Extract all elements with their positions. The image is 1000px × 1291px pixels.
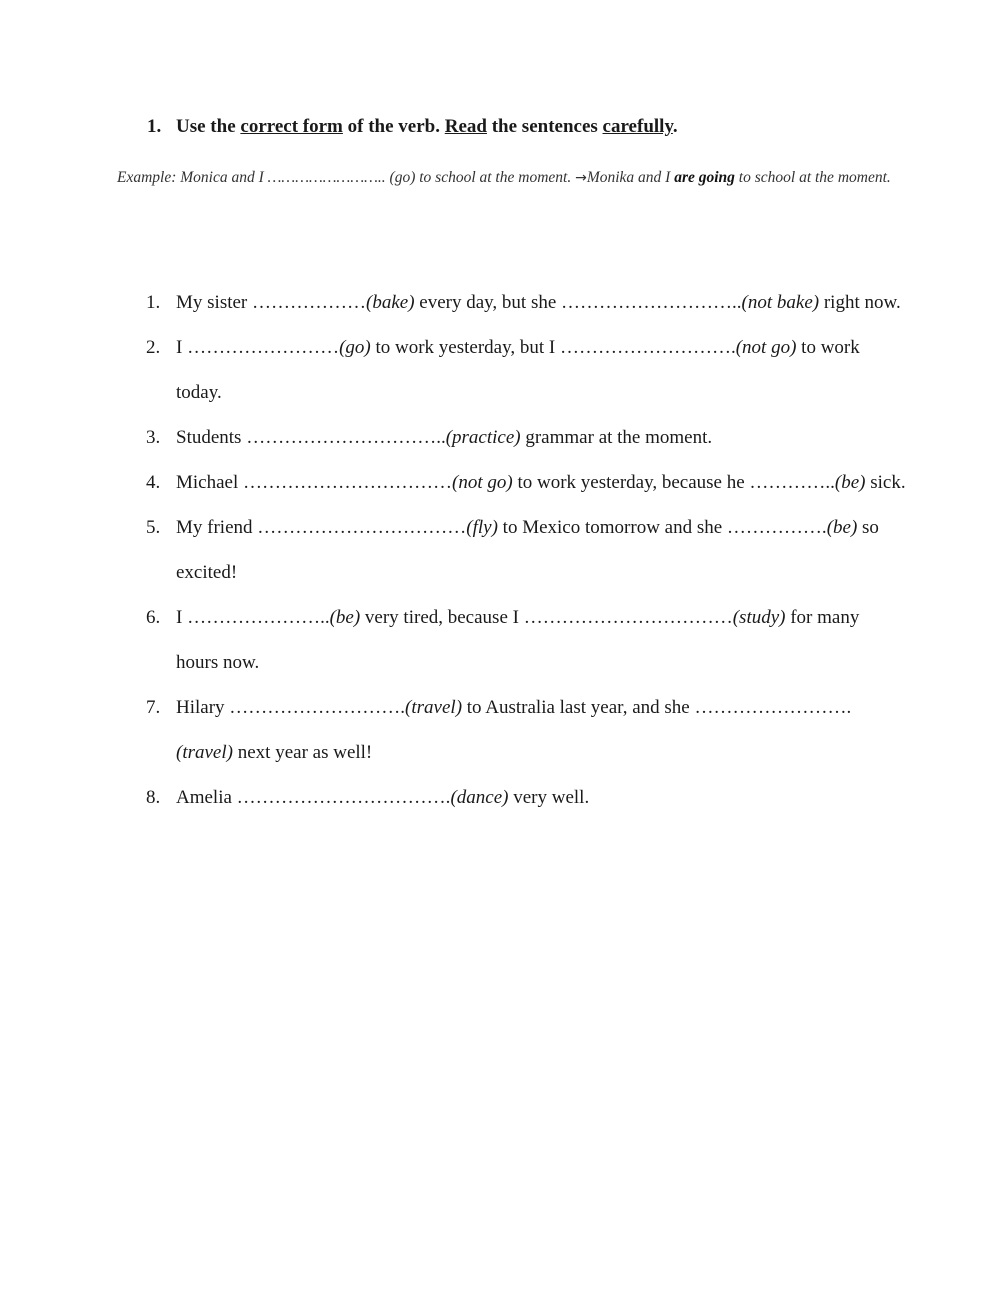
heading-text: the sentences <box>486 116 603 137</box>
sentence-part: to work yesterday, because he ………….. <box>512 472 835 493</box>
item-number: 8. <box>146 787 161 808</box>
sentence-part: Amelia ……………………………. <box>176 787 451 808</box>
item-number: 5. <box>146 517 161 538</box>
arrow-icon: → <box>575 170 587 186</box>
list-item <box>146 775 906 820</box>
item-number: 4. <box>146 472 161 493</box>
verb-hint: (be) <box>826 517 858 538</box>
item-number: 6. <box>146 607 161 628</box>
heading-underline-correct-form: correct form <box>240 116 343 137</box>
item-number: 7. <box>146 697 161 718</box>
verb-hint: (bake) <box>366 292 415 313</box>
example-sentence <box>117 163 907 193</box>
list-item <box>146 415 906 460</box>
item-number: 3. <box>146 427 161 448</box>
heading-underline-read: Read <box>444 116 487 137</box>
sentence-part: My friend …………………………… <box>176 517 467 538</box>
sentence-part: to work yesterday, but I ………………………. <box>370 337 736 358</box>
sentence-part: next year as well! <box>232 742 373 763</box>
sentence-part: grammar at the moment. <box>520 427 713 448</box>
sentence-part: to Mexico tomorrow and she ……………. <box>497 517 827 538</box>
sentence-part: right now. <box>819 292 901 313</box>
list-item <box>146 280 906 325</box>
verb-hint: (dance) <box>450 787 509 808</box>
example-answer: are going <box>674 169 735 186</box>
heading-text: Use the <box>176 116 241 137</box>
verb-hint: (be) <box>834 472 866 493</box>
heading-text: . <box>672 116 678 137</box>
sentence-part: to Australia last year, and she ……………………. <box>462 697 852 718</box>
verb-hint: (study) <box>732 607 786 628</box>
item-number: 1. <box>146 292 161 313</box>
verb-hint: (not go) <box>735 337 797 358</box>
verb-hint: (go) <box>339 337 371 358</box>
sentence-part: very well. <box>508 787 590 808</box>
verb-hint: (fly) <box>466 517 498 538</box>
list-item <box>146 595 906 685</box>
example-text: Monika and I <box>586 169 675 186</box>
sentence-part: Students ………………………….. <box>176 427 446 448</box>
sentence-part: I ………………….. <box>176 607 330 628</box>
sentence-part: My sister ……………… <box>176 292 366 313</box>
exercise-list <box>146 280 906 820</box>
list-item <box>146 325 906 415</box>
sentence-part: so excited! <box>176 517 879 583</box>
verb-hint: (practice) <box>445 427 521 448</box>
example-text: Example: Monica and I …………………….. (go) to school at the moment. <box>117 169 576 186</box>
list-item <box>146 685 906 775</box>
sentence-part: Hilary ………………………. <box>176 697 406 718</box>
example-text: to school at the moment. <box>734 169 891 186</box>
list-item <box>146 460 906 505</box>
item-number: 2. <box>146 337 161 358</box>
sentence-part: to work today. <box>176 337 860 403</box>
verb-hint: (travel) <box>176 742 233 763</box>
exercise-heading <box>147 116 678 138</box>
verb-hint: (be) <box>329 607 361 628</box>
sentence-part: every day, but she ……………………….. <box>414 292 742 313</box>
list-item <box>146 505 906 595</box>
heading-underline-carefully: carefully <box>602 116 673 137</box>
sentence-part: for many hours now. <box>176 607 860 673</box>
sentence-part: sick. <box>865 472 906 493</box>
verb-hint: (not bake) <box>741 292 820 313</box>
heading-text: of the verb. <box>342 116 445 137</box>
heading-number: 1. <box>147 116 162 137</box>
verb-hint: (travel) <box>405 697 463 718</box>
verb-hint: (not go) <box>452 472 513 493</box>
sentence-part: very tired, because I …………………………… <box>360 607 733 628</box>
sentence-part: Michael …………………………… <box>176 472 453 493</box>
sentence-part: I …………………… <box>176 337 340 358</box>
